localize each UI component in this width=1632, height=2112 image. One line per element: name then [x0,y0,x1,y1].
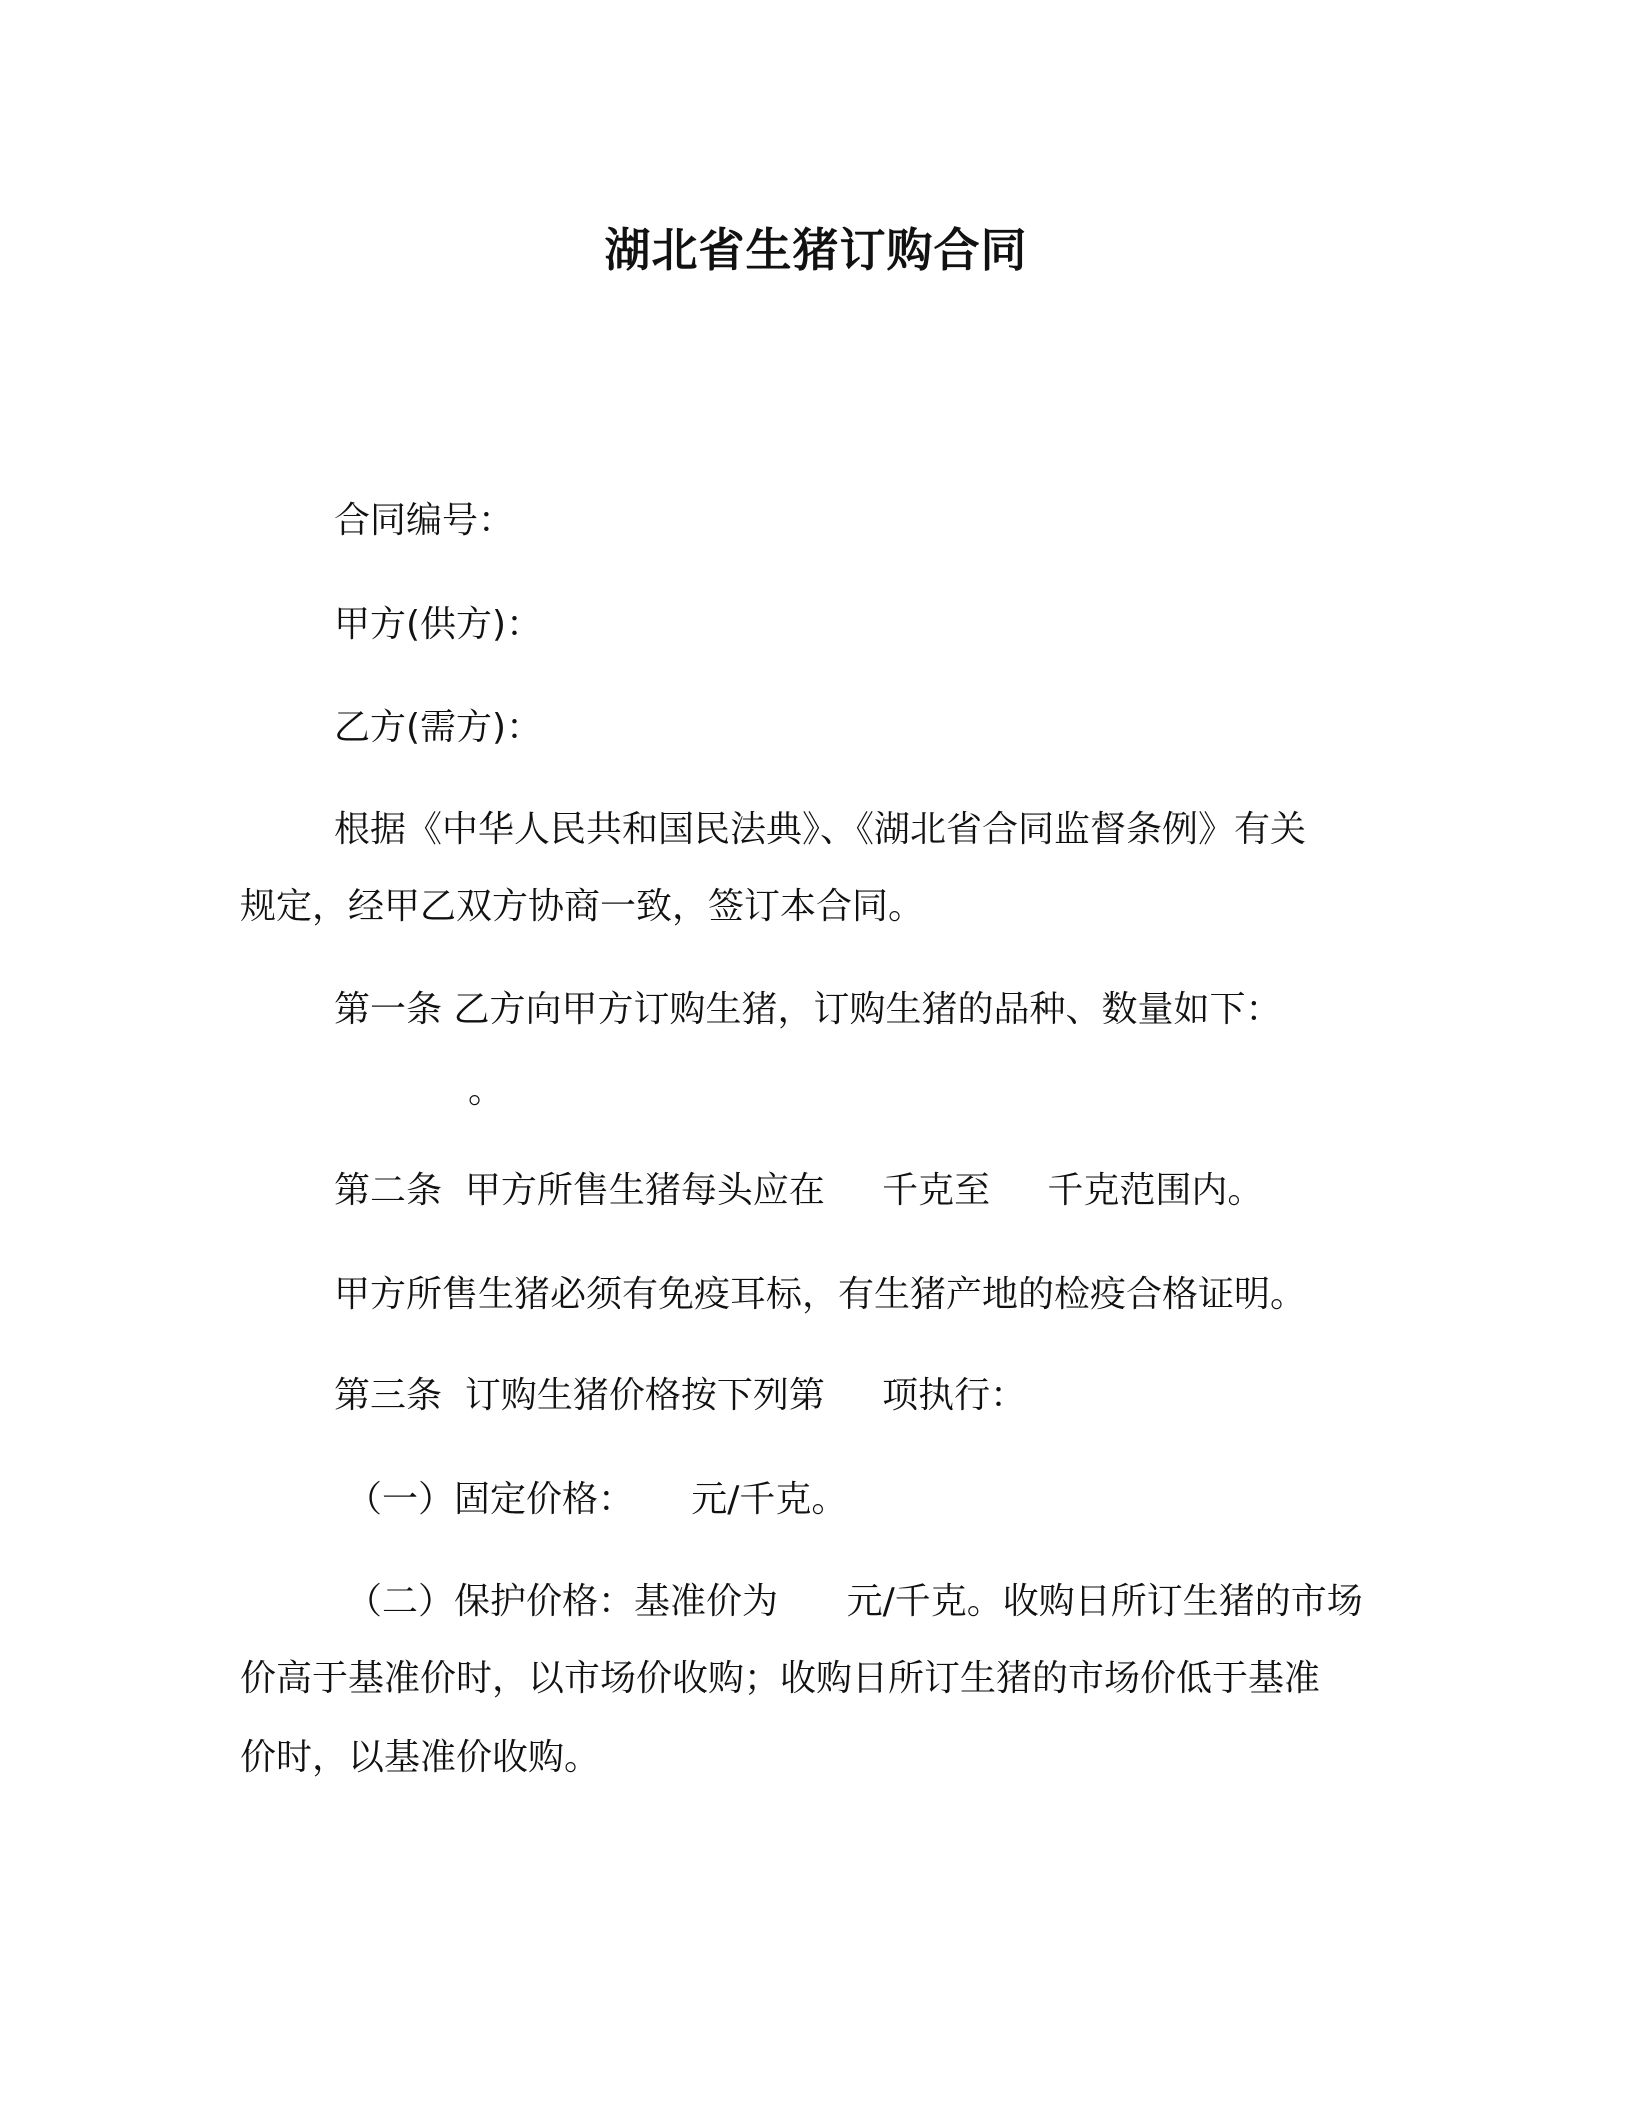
article-3-item-2-line-2: 价高于基准价时，以市场价收购；收购日所订生猪的市场价低于基准 [240,1658,1321,1699]
contract-number-label: 合同编号： [334,500,515,541]
article-3-item-1: （一）固定价格： 元/千克。 [346,1479,848,1520]
preamble-line-2: 规定，经甲乙双方协商一致，签订本合同。 [240,886,925,927]
article-3-line-1: 第三条 订购生猪价格按下列第 项执行： [334,1375,1027,1416]
article-3-item-2-line-1: （二）保护价格：基准价为 元/千克。收购日所订生猪的市场 [346,1581,1363,1622]
document-title: 湖北省生猪订购合同 [604,223,1028,277]
article-2-line-1: 第二条 甲方所售生猪每头应在 千克至 千克范围内。 [334,1170,1264,1211]
article-1-line-2: 。 [468,1070,505,1111]
party-b-label: 乙方(需方)： [334,707,543,748]
party-a-label: 甲方(供方)： [334,604,543,645]
article-3-item-2-line-3: 价时，以基准价收购。 [240,1737,601,1778]
article-2-line-2: 甲方所售生猪必须有免疫耳标，有生猪产地的检疫合格证明。 [334,1274,1307,1315]
preamble-line-1: 根据《中华人民共和国民法典》、《湖北省合同监督条例》有关 [334,809,1307,850]
article-1-line-1: 第一条 乙方向甲方订购生猪，订购生猪的品种、数量如下： [334,989,1282,1030]
